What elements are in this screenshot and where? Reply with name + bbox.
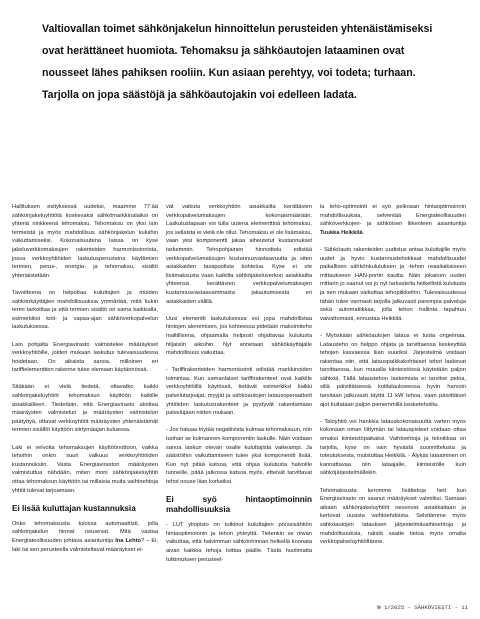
paragraph: - Taloyhtiö voi hankkia latauskokonaisuutta varten myös kokonaan oman liittymän tai latauspisteet voidaan ottaa omaksi kiinteistöpaikaksi. Vaihtoehtoja ja teknikkaa on tarjolla, kyse on vain hyvästä suunnittelusta ja toteutuksesta, muistuttaa Heikkilä. - Älykäs lataaminen on kannattavaa niin lataajalle, kiinteistölle kuin sähköjärjestelmällekin.	[320, 418, 466, 477]
column-3	[320, 203, 466, 595]
paragraph: vät vaikuta verkkoyhtiön asiakkailta kerättävien verkkopalvelumaksujen kokonaismäärään. Laskutustapaan voi tulla uutena elementtinä tehomaksu, jos sellaista ei vielä ole ollut. Tehomaksu ei ole lisämaksu, vaan yksi komponentti jakaa aiheutetut kustannukset tarkemmin. Tehopohjainen hinnoittelu edistää verkkopalvelumaksujen kustannusvastaavuutta ja siten asiakkaiden tasapuolista kohtelua. Kyse ei ole lisämaksusta vaan kaikilta sähköjakeluverkon asiakkailta yhteensä kerättävien verkkopalvelumaksujen kustannusvastaavammasta jakautumisesta eri asiakkaiden välillä.	[166, 204, 312, 305]
paragraph: Tehomaksusta keromme lisätietoja heti kun Energiavirasto on saanut määräykset valmiiksi. Samaan aikaan sähkönjakeluyhtiöt neuvovat asiakkaitaan ja kertovat uusista vaihtoehdoista. Selvitämme myös sähköautojen latauksen järjestelmävaihtoehtoja ja mahdollisuuksia, näistä saatte tietoa myös omalta verkkopalveluyhtiöltänne.	[320, 487, 466, 546]
article-body	[12, 203, 468, 595]
paragraph	[320, 203, 466, 237]
text-run: la teho-optimointi ei syö pelkoaan hintaoptimoinnin mahdollisuuksia, selventää Energiateollisuuden sähköverkkojen- ja sähköisen liikenteen asiantuntija	[320, 204, 466, 228]
page-footer: № 1/2025 - SÄHKÖVIESTI - 11	[377, 604, 468, 611]
paragraph: Hallituksen esityksessä uudeksi, maamme 77:ää sähkönjakeluyhtiötä koskevaksi sähkömarkkinalaiksi on yhtenä ninkkeenä tehomaksu. Tehomaksu on yksi lain termeistä ja myös mahdollisus sähkönjakelun kuluihin vaikuttamiseksi. Kokonaisuutena laissa on kyse jakeluverkkomaksujen rakenteiden harmonisoinnista, jossa verkkoyhtiöiden laskutusperusteina käytämien termien, perus-, energia- ja tehomaksu, sisältö yhtenäistetään.	[12, 204, 158, 279]
text-run: Onko tehomaksusta tulossa automaattisti, jolla sähkönjakelun hinnat nousevat. Mitä vastaa Energiateollisuuden johtava asiantuntija	[12, 520, 158, 544]
paragraph: - Tariffirakenteiden harmonisointi edistää markkinoiden toimintaa. Kun samanlaiset tariffirakenteet ovat kaikille verkkoyhtiöillä käytössä, tietävät esimerkiksi kaikki palvelutarjoajat, myyjät ja sähköautojen latausoperaattorit yhtiöiden laskutusrakenteet ja pystyvät rakentamaan palvelujaan niiden mukaan.	[166, 367, 312, 417]
person-name: Ina Lehto	[115, 537, 141, 544]
column-1	[12, 203, 158, 595]
paragraph: - Sähköauto rakenteiden uudistus antaa kuluttajille myös uudet ja hyvin kustannustehokkaat mahdollisuudet paikallisen sähkönkulutuksen ja -tehon reaaliaikaiseen mittaukseen HAN-portin kautta. Näin jokainen uuden mittarin jo saanut voi jo nyt tarkastella heikellistä kulutusta ja sen mukaan vaikuttaa tehopiikkeihin. Tulevaisuudessa tähän tulee varmasti tarjolla jatkuvasti parempia palveluja sekä automatiikkaa, jolla tehon hallinta tapahtuu vaivattomasti, ennustaa Heikkilä.	[320, 246, 466, 322]
text-run: ? – Ei, laki tai sen perusteella valmisteltavat määräykset ei-	[12, 537, 158, 553]
paragraph: Uusi elementti laskutuksessa voi jopa mahdollistaa hintojen alenemisen, jos kohteessa pidetään maksimiteho maltillisena, ohjaamalla helposti ohjattavaa kulutusta hiljaisiin aikoihin. Nyt annetaan sähkökäyttäjälle mahdollisuus vaikuttaa.	[166, 315, 312, 357]
subheading: Ei lisää kuluttajan kustannuksia	[12, 503, 136, 513]
paragraph	[12, 520, 158, 554]
lead-paragraph: Valtiovallan toimet sähkönjakelun hinnoittelun perusteiden yhtenäistämiseksi ovat herättäneet huomiota. Tehomaksu ja sähköautojen lataaminen ovat nousseet lähes pahiksen rooliin. Kun asiaan perehtyy, voi todeta; turhaan. Tarjolla on jopa säästöjä ja sähköautojakin voi edelleen ladata.	[42, 23, 433, 101]
subheading: Ei syö hintaoptimoinnin mahdollisuuksia	[166, 495, 312, 515]
column-2	[166, 203, 312, 595]
paragraph: Sitäkään ei vielä tiedetä, ottavatko kaikki sähkönjakeluyhtiöt tehomaksun käyttöön kaikille asiakkailleen. Tiedetään, että Energiavirasto aloittaa määräysten valmistelun ja määräysten valmistelun päätyttyä, ottavat verkkoyhtiöt määräysten yhtenäistämät termien sisällöt käyttöön siirtymäajan kuluessa.	[12, 384, 158, 434]
paragraph: Laki ei velvoita tehomaksujen käyttöönottoon, vaikka tehoihin onkin suuri valkuus verkkoyhtiöiden kustannuksiin. Vasta Energiaviraston määräysten valmistuttua nähdään, miten moni sähkönjakeluyhtiö ottaa tehomaksun käyttöön tai millaisia muita vaihtoehtoja yhtiöt tulevat tarjoamaan.	[12, 444, 158, 494]
paragraph: Tavoitteena on helpottaa kuluttajien ja muiden sähkönkäyttäjien mahdollisuuksia ymmärtää, mitä kukin termi tarkoittaa ja että termien sisältö on sama kaikkialla, esimerkiksi koti- ja vapaa-ajan sähköverkopalvelun laskutuksessa.	[12, 289, 158, 331]
paragraph: Lain pohjalta Energiavirasto valmistelee määräykset verkkoyhtiöille, joiden mukaan laskutus tulevaisuudessa hoidetaan. On aikaista sanoa, milloinen eri tariffielementtien rakenne tulee olemaan käytännössä.	[12, 341, 158, 374]
person-name: Tuukka Heikkilä	[320, 229, 363, 236]
paragraph: - Jos haluaa löytää negatiivista kulmaa tehomaksuun, niin tuohan se kolmannen komponentin laskulle. Näin voidaan sanoa laskun olevan osalle kuluttajista vaikeampi. Ja säästöihin vaikuttamiseen tulee yksi komponentti lisää. Kun nyt pitää katsoa, että ohjaa kulutusta halvoille tunneille, pitää jatkossa katsoa myös, etteivät tarvittavat tehot nouse liian korkeiksi.	[166, 427, 312, 485]
paragraph: - LUT yliopisto on tutkinut kuluttajien pörssisähkön hintaoptimoinnin ja tehon yhteyttä. Tietenkin se riiwan vaikuttaa, että halvimman sähkönhinnan hetkellä koonata aivan kaikkia tehoja loittaa päälle. Tästä huolimatta tutkimuksen perusteel-	[166, 522, 312, 563]
paragraph: - Myöskään sähköautojen lataus ei tuota ongelmaa. Latausteho on helppo ohjata ja tarvittaessa keskeyttää tehojen kasvaessa liian suuriksi. Järjestelmä voidaan rakentaa niin, että latauspaikkakohtaiset tehot laskevat tarvittaessa, kun muualla kiinteistössä käytetään paljon sähköä. Tällä lataustehon laskemista ei tarvitse peloa, sillä päivittäisessä kotilataukseessa hyvin harvoin tarvitaan jatkuvasti täyttä 11 kW tehoa, vaan päivittäiset ajot kuitataan paljon pienemmillä kesketehoilla.	[320, 332, 466, 408]
text-run: .	[362, 229, 365, 236]
